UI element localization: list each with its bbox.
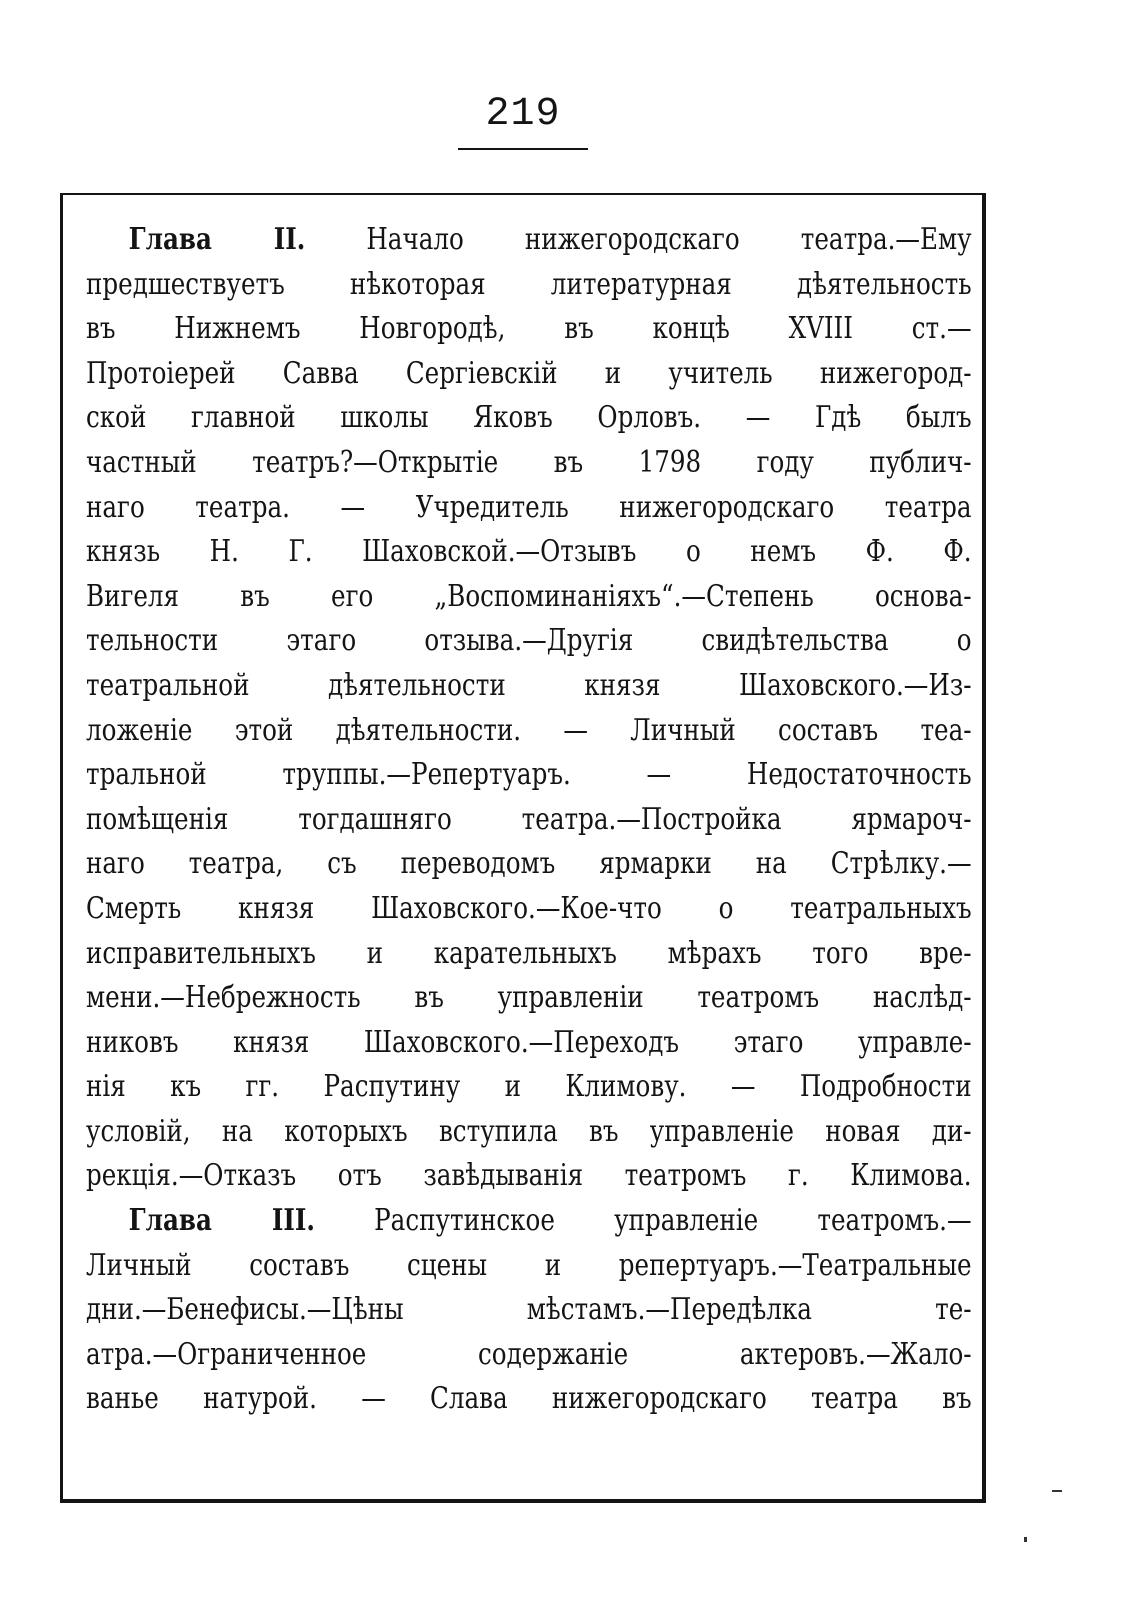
text-line xyxy=(86,218,972,263)
text-line xyxy=(86,798,972,843)
line-text: Начало нижегородскаго театра.—Ему xyxy=(305,222,972,257)
line-text: Личный составъ сцены и репертуаръ.—Театральные xyxy=(86,1247,972,1283)
line-text: ской главной школы Яковъ Орловъ. — Гдѣ былъ xyxy=(86,400,972,436)
text-line xyxy=(86,887,972,932)
line-text: ванье натурой. — Слава нижегородскаго театра въ xyxy=(86,1381,972,1417)
text-line xyxy=(86,396,972,441)
text-line xyxy=(86,307,972,352)
text-line xyxy=(86,753,972,798)
text-line xyxy=(86,575,972,620)
text-line xyxy=(86,1021,972,1066)
line-text: рекція.—Отказъ отъ завѣдыванія театромъ г. Климова. xyxy=(86,1158,972,1194)
chapter-heading: Глава III. xyxy=(128,1203,315,1239)
line-text: театральной дѣятельности князя Шаховского.—Из- xyxy=(86,667,972,703)
line-text: атра.—Ограниченное содержаніе актеровъ.—Жало- xyxy=(86,1336,972,1372)
line-text: предшествуетъ нѣкоторая литературная дѣятельность xyxy=(86,266,972,302)
text-line xyxy=(86,664,972,709)
chapter-contents xyxy=(86,218,972,1422)
text-line xyxy=(86,1199,972,1244)
line-text: тральной труппы.—Репертуаръ. — Недостаточность xyxy=(86,757,972,793)
text-line xyxy=(86,1333,972,1378)
page-number: 219 xyxy=(485,92,561,137)
text-line xyxy=(86,352,972,397)
line-text: нія къ гг. Распутину и Климову. — Подробности xyxy=(86,1069,972,1105)
line-text: мени.—Небрежность въ управленіи театромъ наслѣд- xyxy=(86,980,972,1016)
page-number-rule xyxy=(458,148,588,150)
text-line xyxy=(86,530,972,575)
line-text: условій, на которыхъ вступила въ управленіе новая ди- xyxy=(86,1113,972,1149)
line-text: Протоіерей Савва Сергіевскій и учитель нижегород- xyxy=(86,355,972,391)
scan-speck xyxy=(1024,1537,1027,1542)
line-text: князь Н. Г. Шаховской.—Отзывъ о немъ Ф. Ф. xyxy=(86,534,972,570)
line-text: Вигеля въ его „Воспоминаніяхъ“.—Степень основа- xyxy=(86,578,972,614)
text-line xyxy=(86,1288,972,1333)
line-text: въ Нижнемъ Новгородѣ, въ концѣ XVIII ст.— xyxy=(86,311,972,347)
text-line xyxy=(86,1244,972,1289)
line-text: наго театра, съ переводомъ ярмарки на Стрѣлку.— xyxy=(86,846,972,882)
text-line xyxy=(86,842,972,887)
line-text: частный театръ?—Открытіе въ 1798 году публич- xyxy=(86,444,972,480)
line-text: Распутинское управленіе театромъ.— xyxy=(314,1203,972,1239)
text-line xyxy=(86,1110,972,1155)
text-line xyxy=(86,932,972,977)
line-text: никовъ князя Шаховского.—Переходъ этаго управле- xyxy=(86,1024,972,1060)
line-text: дни.—Бенефисы.—Цѣны мѣстамъ.—Передѣлка те- xyxy=(86,1292,972,1328)
text-line xyxy=(86,976,972,1021)
line-text: Смерть князя Шаховского.—Кое-что о театральныхъ xyxy=(86,890,972,926)
chapter-heading: Глава II. xyxy=(128,222,306,257)
text-line xyxy=(86,263,972,308)
line-text: тельности этаго отзыва.—Другія свидѣтельства о xyxy=(86,623,972,659)
line-text: помѣщенія тогдашняго театра.—Постройка ярмароч- xyxy=(86,801,972,837)
text-line xyxy=(86,1377,972,1422)
text-line xyxy=(86,1065,972,1110)
text-line xyxy=(86,486,972,531)
text-line xyxy=(86,709,972,754)
line-text: исправительныхъ и карательныхъ мѣрахъ того вре- xyxy=(86,935,972,971)
text-line xyxy=(86,619,972,664)
scan-speck xyxy=(1052,1490,1062,1492)
line-text: наго театра. — Учредитель нижегородскаго театра xyxy=(86,489,972,525)
text-line xyxy=(86,1154,972,1199)
line-text: ложеніе этой дѣятельности. — Личный составъ теа- xyxy=(86,712,972,748)
text-line xyxy=(86,441,972,486)
